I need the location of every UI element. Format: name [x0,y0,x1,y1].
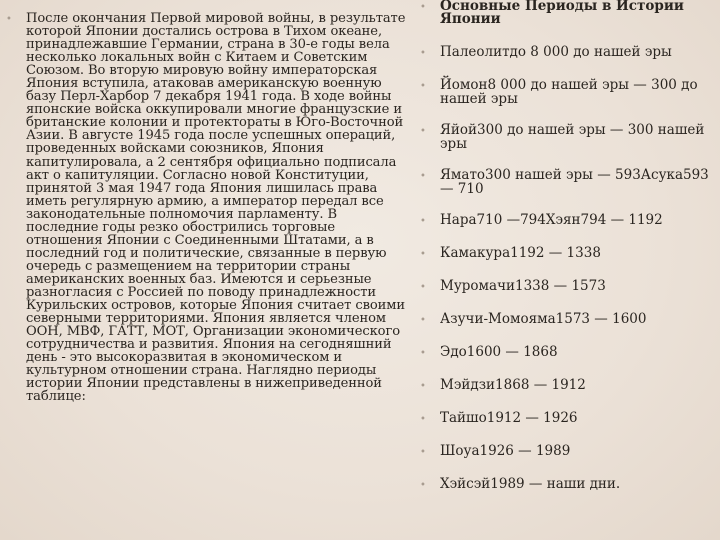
period-item [418,214,718,229]
period-item [418,478,718,493]
bullet-icon: • [420,216,426,227]
history-paragraph-item [6,12,410,403]
period-text: Нара710 —794Хэян794 — 1192 [440,212,663,228]
bullet-icon: • [420,81,426,92]
bullet-icon: • [420,447,426,458]
bullet-icon: • [420,249,426,260]
period-text: Мэйдзи1868 — 1912 [440,377,586,393]
period-item [418,445,718,460]
bullet-icon: • [6,14,12,25]
period-text: Азучи-Момояма1573 — 1600 [440,311,647,327]
period-text: Тайшо1912 — 1926 [440,410,578,426]
bullet-icon: • [420,480,426,491]
bullet-icon: • [420,315,426,326]
history-paragraph: После окончания Первой мировой войны, в результате которой Японии достались острова в Тихом океане, принадлежавшие Германии, страна в 30-е годы вела несколько локальных войн с Китаем и Советским Союзом. Во вторую мировую войну императорская Япония вступила, атаковав американскую военную базу Перл-Харбор 7 декабря 1941 года. В ходе войны японские войска оккупировали многие французские и британские колонии и протектораты в Юго-Восточной Азии. В августе 1945 года после успешных операций, проведенных войсками союзников, Япония капитулировала, а 2 сентября официально подписала акт о капитуляции. Согласно новой Конституции, принятой 3 мая 1947 года Япония лишилась права иметь регулярную армию, а император передал все законодательные полномочия парламенту. В последние годы резко обострились торговые отношения Японии с Соединенными Штатами, а в последний год и политические, связанные в первую очередь с размещением на территории страны американских военных баз. Имеются и серьезные разногласия с Россией по поводу принадлежности Курильских островов, которые Япония считает своими северными территориями. Япония является членом ООН, МВФ, ГАТТ, МОТ, Организации экономического сотрудничества и развития. Япония на сегодняшний день - это высокоразвитая в экономическом и культурном отношении страна. Наглядно периоды истории Японии представлены в нижеприведенной таблице: [26,11,406,405]
bullet-icon: • [420,171,426,182]
period-item [418,280,718,295]
periods-title-item [418,0,718,26]
bullet-icon: • [420,126,426,137]
period-item [418,79,718,106]
period-text: Йомон8 000 до нашей эры — 300 до нашей эры [440,77,698,107]
bullet-icon: • [420,414,426,425]
period-item [418,379,718,394]
period-text: Шоуа1926 — 1989 [440,443,571,459]
bullet-icon: • [420,48,426,59]
period-item [418,46,718,61]
period-item [418,346,718,361]
period-item [418,124,718,151]
bullet-icon: • [420,2,426,13]
period-item [418,169,718,196]
period-item [418,412,718,427]
period-text: Муромачи1338 — 1573 [440,278,606,294]
bullet-icon: • [420,282,426,293]
period-item [418,313,718,328]
bullet-icon: • [420,348,426,359]
history-text-column [6,12,410,403]
period-text: Камакура1192 — 1338 [440,245,601,261]
periods-title: Основные Периоды в Истории Японии [440,0,684,27]
period-text: Ямато300 нашей эры — 593Асука593 — 710 [440,167,709,197]
period-item [418,247,718,262]
period-text: Хэйсэй1989 — наши дни. [440,476,621,492]
period-text: Эдо1600 — 1868 [440,344,558,360]
period-text: Яйой300 до нашей эры — 300 нашей эры [440,122,705,152]
period-text: Палеолитдо 8 000 до нашей эры [440,44,672,60]
periods-column [418,0,718,493]
periods-list [418,0,718,493]
bullet-icon: • [420,381,426,392]
